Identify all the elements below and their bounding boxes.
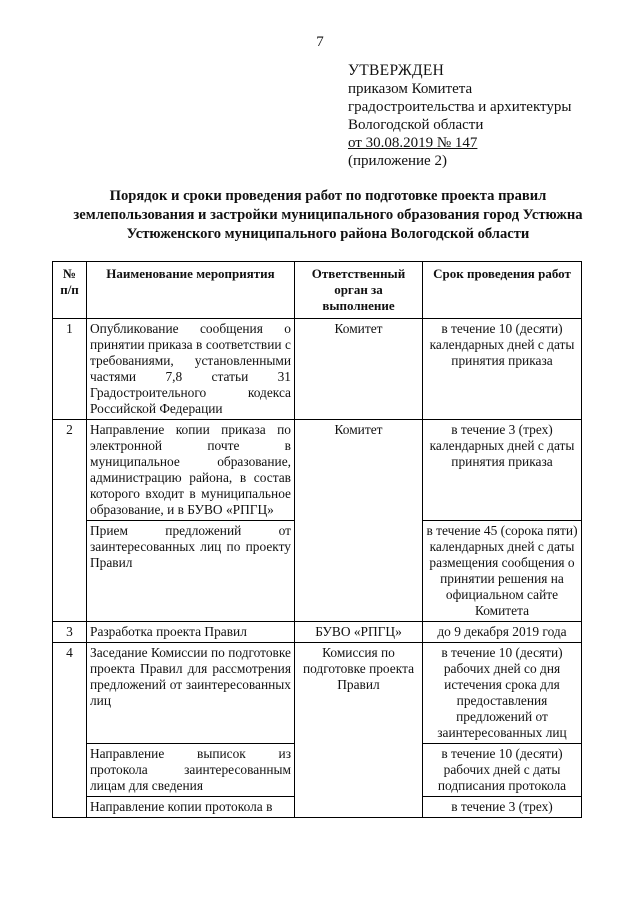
row-responsible: Комитет: [295, 319, 423, 420]
row-term: в течение 3 (трех) календарных дней с даты принятия приказа: [423, 420, 582, 521]
row-num: 2: [53, 420, 87, 622]
table-row: [53, 420, 582, 521]
approval-line: градостроительства и архитектуры: [348, 99, 572, 115]
header-responsible: Ответственный орган за выполнение: [295, 262, 423, 319]
approval-line: приказом Комитета: [348, 81, 473, 97]
approval-line: Вологодской области: [348, 117, 484, 133]
row-term: в течение 3 (трех): [423, 797, 582, 818]
row-term: в течение 45 (сорока пяти) календарных дней с даты размещения сообщения о принятии решения на официальном сайте Комитета: [423, 521, 582, 622]
approval-heading: УТВЕРЖДЕН: [348, 62, 445, 79]
approval-appendix: (приложение 2): [348, 153, 447, 169]
row-num: 3: [53, 622, 87, 643]
row-name: Заседание Комиссии по подготовке проекта Правил для рассмотрения предложений от заинтересованных лиц: [87, 643, 295, 744]
row-responsible: БУВО «РПГЦ»: [295, 622, 423, 643]
row-term: в течение 10 (десяти) рабочих дней с даты подписания протокола: [423, 744, 582, 797]
header-term: Срок проведения работ: [423, 262, 582, 319]
approval-order-number: от 30.08.2019 № 147: [348, 135, 478, 151]
row-name: Прием предложений от заинтересованных лиц по проекту Правил: [87, 521, 295, 622]
row-num: 1: [53, 319, 87, 420]
row-term: до 9 декабря 2019 года: [423, 622, 582, 643]
row-name: Опубликование сообщения о принятии приказа в соответствии с требованиями, установленными частями 7,8 статьи 31 Градостроительного кодекса Российской Федерации: [87, 319, 295, 420]
table-row: [53, 319, 582, 420]
header-name: Наименование мероприятия: [87, 262, 295, 319]
document-title: Порядок и сроки проведения работ по подготовке проекта правил землепользования и застройки муниципального образования город Устюжна Устюженского муниципального района Вологодской области: [73, 188, 583, 242]
row-responsible: Комитет: [295, 420, 423, 622]
approval-block: [348, 62, 571, 170]
page-number: 7: [316, 34, 324, 50]
header-num: № п/п: [53, 262, 87, 319]
row-name: Направление копии приказа по электронной почте в муниципальное образование, администрацию района, в состав которого входит в муниципальное образование, и в БУВО «РПГЦ»: [87, 420, 295, 521]
row-name: Направление копии протокола в: [87, 797, 295, 818]
table-header-row: [53, 262, 582, 319]
schedule-table: [52, 261, 582, 818]
table-row: [53, 643, 582, 744]
row-num: 4: [53, 643, 87, 818]
row-term: в течение 10 (десяти) рабочих дней со дня истечения срока для предоставления предложений от заинтересованных лиц: [423, 643, 582, 744]
row-name: Разработка проекта Правил: [87, 622, 295, 643]
row-responsible: Комиссия по подготовке проекта Правил: [295, 643, 423, 818]
table-row: [53, 622, 582, 643]
row-term: в течение 10 (десяти) календарных дней с даты принятия приказа: [423, 319, 582, 420]
row-name: Направление выписок из протокола заинтересованным лицам для сведения: [87, 744, 295, 797]
